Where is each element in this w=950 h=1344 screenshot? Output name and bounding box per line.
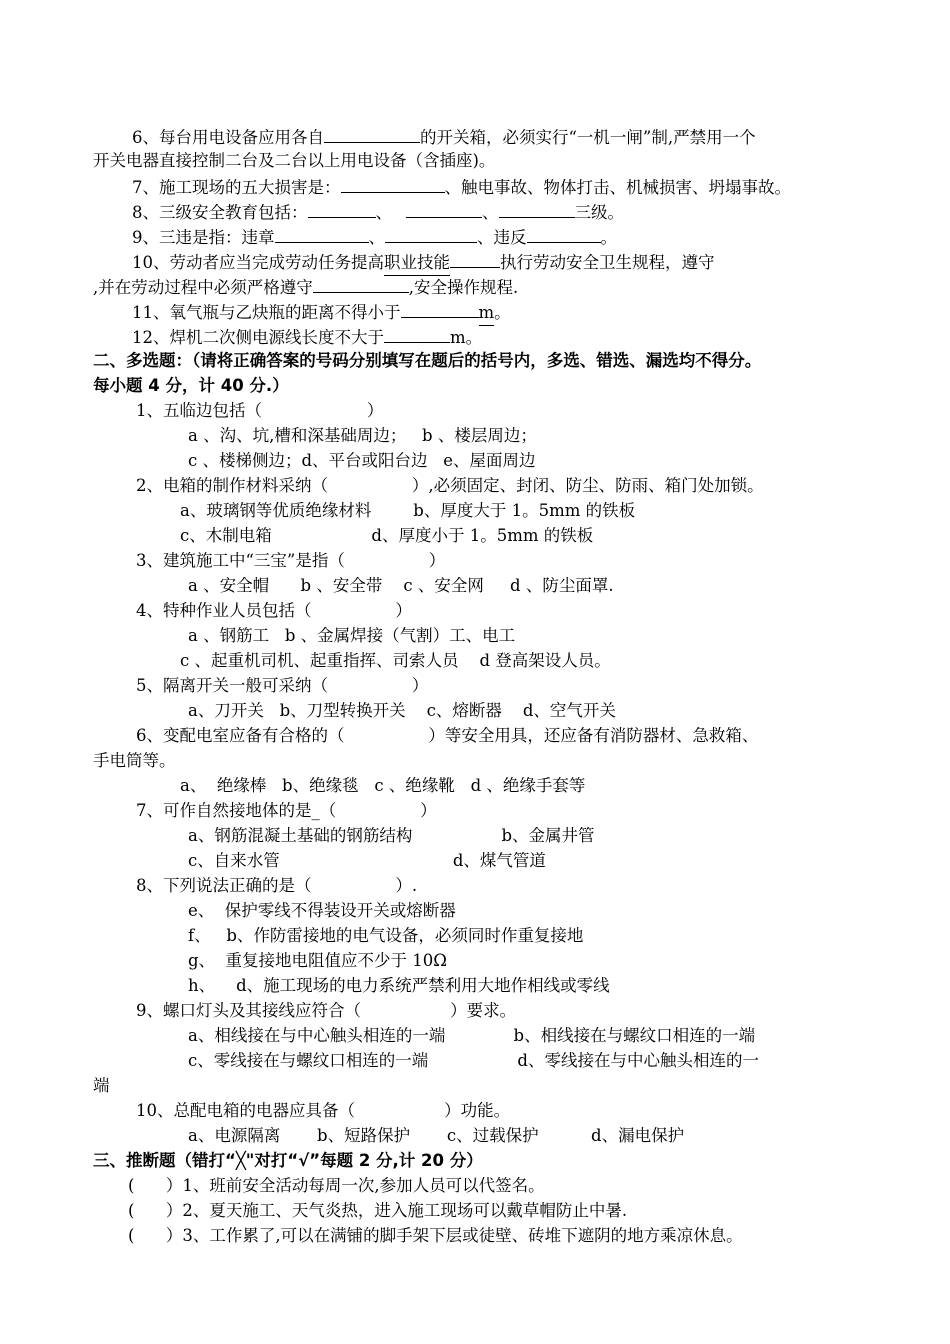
section2-heading-line1: 二、多选题：（请将正确答案的号码分别填写在题后的括号内，多选、错选、漏选均不得分。 <box>93 351 762 370</box>
q10-answer-underlined: 职业技能 <box>384 251 450 276</box>
mc-q4: 4、特种作业人员包括（ ） <box>136 601 412 620</box>
mc-q2-options-2: c、木制电箱 d、厚度小于 1。5mm 的铁板 <box>180 526 594 545</box>
q9-blank-3 <box>527 224 601 243</box>
q10-text-c: 执行劳动安全卫生规程，遵守 <box>500 253 715 272</box>
mc-q9-options-1: a、相线接在与中心触头相连的一端 b、相线接在与螺纹口相连的一端 <box>188 1026 756 1045</box>
mc-q1-options-2: c 、楼梯侧边；d、平台或阳台边 e、屋面周边 <box>188 451 536 470</box>
q11-text-c: 。 <box>494 303 511 322</box>
q11-unit: m <box>479 301 495 326</box>
q9-blank-1 <box>275 224 369 243</box>
mc-q6-continued: 手电筒等。 <box>93 751 176 770</box>
q8-blank-1 <box>308 199 376 218</box>
mc-q8-option-f: f、 b、作防雷接地的电气设备，必须同时作重复接地 <box>188 926 584 945</box>
q8-sep-1: 、 <box>375 203 392 222</box>
q10-text-d: ,并在劳动过程中必须严格遵守 <box>93 278 313 297</box>
section2-heading-line2: 每小题 4 分，计 40 分.） <box>93 376 289 395</box>
fill-q11 <box>132 299 511 326</box>
fill-q7 <box>132 174 791 200</box>
q10-text-e: ,安全操作规程. <box>408 278 519 297</box>
mc-q6-options: a、 绝缘棒 b、绝缘毯 c 、绝缘靴 d 、绝缘手套等 <box>180 776 586 795</box>
mc-q5-options: a、刀开关 b、刀型转换开关 c、熔断器 d、空气开关 <box>188 701 616 720</box>
fill-q10-line2 <box>93 274 518 300</box>
q11-text-a: 11、氧气瓶与乙炔瓶的距离不得小于 <box>132 303 401 322</box>
mc-q6: 6、变配电室应备有合格的（ ）等安全用具，还应备有消防器材、急救箱、 <box>136 726 759 745</box>
q9-text-a: 9、三违是指：违章 <box>132 228 275 247</box>
mc-q3: 3、建筑施工中“三宝”是指（ ） <box>136 551 446 570</box>
q8-blank-3 <box>499 199 575 218</box>
q8-text-a: 8、三级安全教育包括： <box>132 203 308 222</box>
q6-text-b: 的开关箱，必须实行“一机一闸”制,严禁用一个 <box>420 128 756 147</box>
q8-sep-2: 、 <box>482 203 499 222</box>
q7-text-b: 、触电事故、物体打击、机械损害、坍塌事故。 <box>444 178 791 197</box>
q10-blank-1 <box>450 249 500 268</box>
mc-q8-option-e: e、 保护零线不得装设开关或熔断器 <box>188 901 456 920</box>
mc-q9-options-2: c、零线接在与螺纹口相连的一端 d、零线接在与中心触头相连的一 <box>188 1051 759 1070</box>
section3-heading: 三、推断题（错打“╳"对打“√”每题 2 分,计 20 分） <box>93 1151 483 1170</box>
tf-q1: ( ）1、班前安全活动每周一次,参加人员可以代签名。 <box>128 1176 545 1195</box>
tf-q2: ( ）2、夏天施工、天气炎热，进入施工现场可以戴草帽防止中暑. <box>128 1201 628 1220</box>
mc-q5: 5、隔离开关一般可采纳（ ） <box>136 676 429 695</box>
mc-q10-options: a、电源隔离 b、短路保护 c、过载保护 d、漏电保护 <box>188 1126 685 1145</box>
mc-q8-option-h: h、 d、施工现场的电力系统严禁利用大地作相线或零线 <box>188 976 610 995</box>
fill-q10-line1 <box>132 249 715 276</box>
q6-blank <box>324 124 420 143</box>
q10-text-a: 10、劳动者应当完成劳动任务提高 <box>132 253 384 272</box>
mc-q8-option-g: g、 重复接地电阻值应不少于 10Ω <box>188 951 447 970</box>
q9-blank-2 <box>385 224 477 243</box>
mc-q1: 1、五临边包括（ ） <box>136 401 384 420</box>
mc-q2: 2、电箱的制作材料采纳（ ）,必须固定、封闭、防尘、防雨、箱门处加锁。 <box>136 476 764 495</box>
q11-blank <box>401 299 479 318</box>
q12-blank <box>384 324 450 343</box>
mc-q2-options-1: a、玻璃钢等优质绝缘材料 b、厚度大于 1。5mm 的铁板 <box>180 501 636 520</box>
q10-blank-2 <box>313 274 409 293</box>
fill-q9 <box>132 224 617 250</box>
tf-q3: ( ）3、工作累了,可以在满铺的脚手架下层或徒壁、砖堆下遮阴的地方乘凉休息。 <box>128 1226 743 1245</box>
q7-blank <box>341 174 445 193</box>
q12-text-b: m。 <box>450 328 483 347</box>
mc-q7-options-2: c、自来水管 d、煤气管道 <box>188 851 546 870</box>
mc-q10: 10、总配电箱的电器应具备（ ）功能。 <box>136 1101 511 1120</box>
q9-text-c: 、违反 <box>477 228 527 247</box>
mc-q8: 8、下列说法正确的是（ ）. <box>136 876 418 895</box>
fill-q12 <box>132 324 482 350</box>
mc-q4-options-1: a 、钢筋工 b 、金属焊接（气割）工、电工 <box>188 626 516 645</box>
mc-q1-options-1: a 、沟、坑,槽和深基础周边； b 、楼层周边； <box>188 426 537 445</box>
mc-q9: 9、螺口灯头及其接线应符合（ ）要求。 <box>136 1001 517 1020</box>
mc-q7-options-1: a、钢筋混凝土基础的钢筋结构 b、金属井管 <box>188 826 595 845</box>
q8-text-d: 三级。 <box>574 203 624 222</box>
fill-q6-line1 <box>132 124 756 150</box>
fill-q8 <box>132 199 624 225</box>
q6-text-a: 6、每台用电设备应用各自 <box>132 128 324 147</box>
fill-q6-line2: 开关电器直接控制二台及二台以上用电设备（含插座)。 <box>93 151 496 170</box>
q7-text-a: 7、施工现场的五大损害是： <box>132 178 341 197</box>
q8-blank-2 <box>406 199 482 218</box>
q9-sep: 、 <box>368 228 385 247</box>
q9-text-d: 。 <box>600 228 617 247</box>
mc-q7: 7、可作自然接地体的是_（ ） <box>136 801 437 820</box>
mc-q3-options: a 、安全帽 b 、安全带 c 、安全网 d 、防尘面罩. <box>188 576 614 595</box>
q12-text-a: 12、焊机二次侧电源线长度不大于 <box>132 328 384 347</box>
mc-q9-continued: 端 <box>93 1076 110 1095</box>
mc-q4-options-2: c 、起重机司机、起重指挥、司索人员 d 登高架设人员。 <box>180 651 611 670</box>
